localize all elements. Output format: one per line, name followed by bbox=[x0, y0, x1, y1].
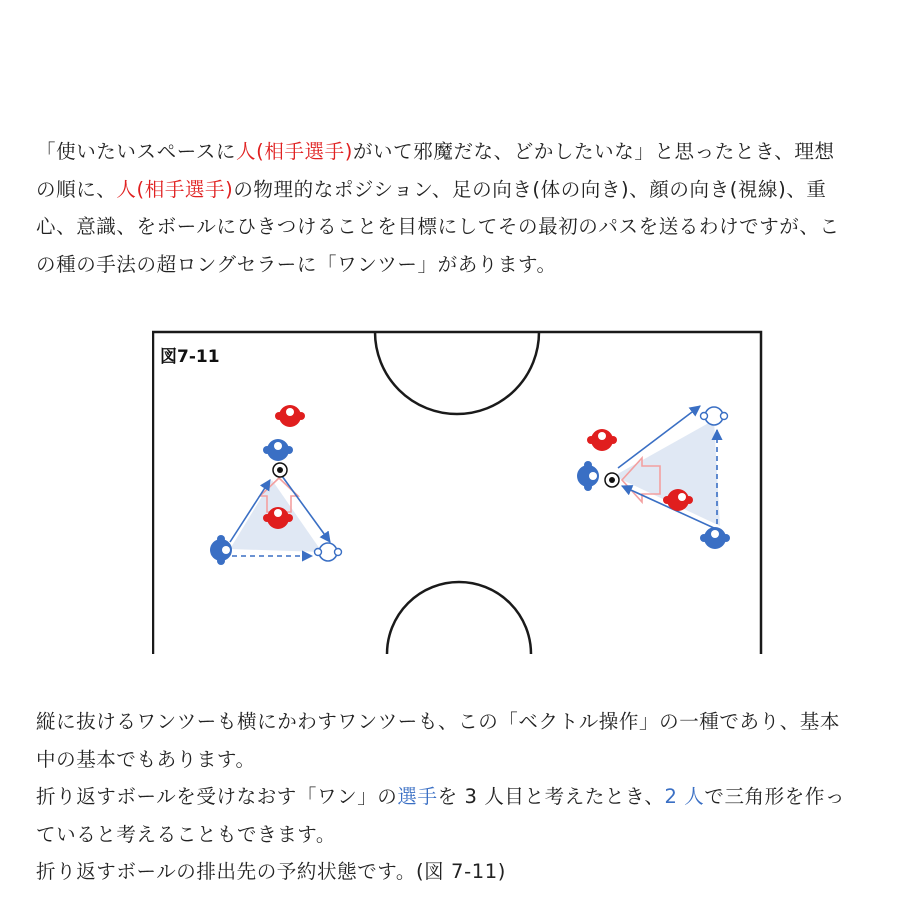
intro-paragraph bbox=[36, 133, 886, 283]
highlight-player: 選手 bbox=[397, 785, 438, 808]
ball-right bbox=[605, 473, 619, 487]
defender-left-top bbox=[275, 405, 305, 427]
highlight-opponent: 人(相手選手) bbox=[236, 140, 353, 163]
center-circle-bottom bbox=[387, 582, 531, 654]
text-line: 心、意識、をボールにひきつけることを目標にしてその最初のパスを送るわけですが、こ bbox=[36, 215, 840, 238]
text-span: 「使いたいスペースに bbox=[36, 140, 237, 163]
text-span: の物理的なポジション、足の向き(体の向き)、顔の向き(視線)、重 bbox=[233, 177, 827, 201]
text-span: を 3 人目と考えたとき、 bbox=[437, 785, 665, 808]
figure-label: 図7-11 bbox=[160, 347, 220, 367]
highlight-two-players: 2 人 bbox=[664, 785, 705, 808]
attacker-left-bottom bbox=[210, 535, 232, 565]
attacker-left-ghost bbox=[315, 543, 342, 561]
soccer-field-diagram bbox=[152, 330, 764, 654]
ball-left bbox=[273, 463, 287, 477]
text-span: で三角形を作っ bbox=[704, 785, 846, 808]
attacker-right-left bbox=[577, 461, 599, 491]
attacker-right-top-ghost bbox=[701, 407, 728, 425]
text-line: ていると考えることもできます。 bbox=[36, 822, 336, 846]
text-span: がいて邪魔だな、どかしたいな」と思ったとき、理想 bbox=[352, 140, 835, 163]
attacker-left-top bbox=[263, 439, 293, 461]
text-line: 中の基本でもあります。 bbox=[36, 747, 256, 771]
text-line bbox=[36, 778, 886, 816]
text-line: 折り返すボールの排出先の予約状態です。(図 7-11) bbox=[36, 860, 506, 883]
attacker-right-bottom bbox=[700, 527, 730, 549]
text-line bbox=[36, 133, 886, 171]
text-line bbox=[36, 171, 886, 209]
text-line: 縦に抜けるワンツーも横にかわすワンツーも、この「ベクトル操作」の一種であり、基本 bbox=[36, 710, 841, 733]
highlight-opponent: 人(相手選手) bbox=[116, 177, 234, 201]
triangle-right bbox=[614, 420, 720, 526]
text-span: 折り返すボールを受けなおす「ワン」の bbox=[36, 785, 398, 808]
text-span: の順に、 bbox=[36, 177, 117, 201]
center-circle-top bbox=[375, 332, 539, 414]
text-line: の種の手法の超ロングセラーに「ワンツー」があります。 bbox=[36, 252, 557, 276]
defender-right-top bbox=[587, 429, 617, 451]
explanation-paragraph bbox=[36, 703, 886, 891]
